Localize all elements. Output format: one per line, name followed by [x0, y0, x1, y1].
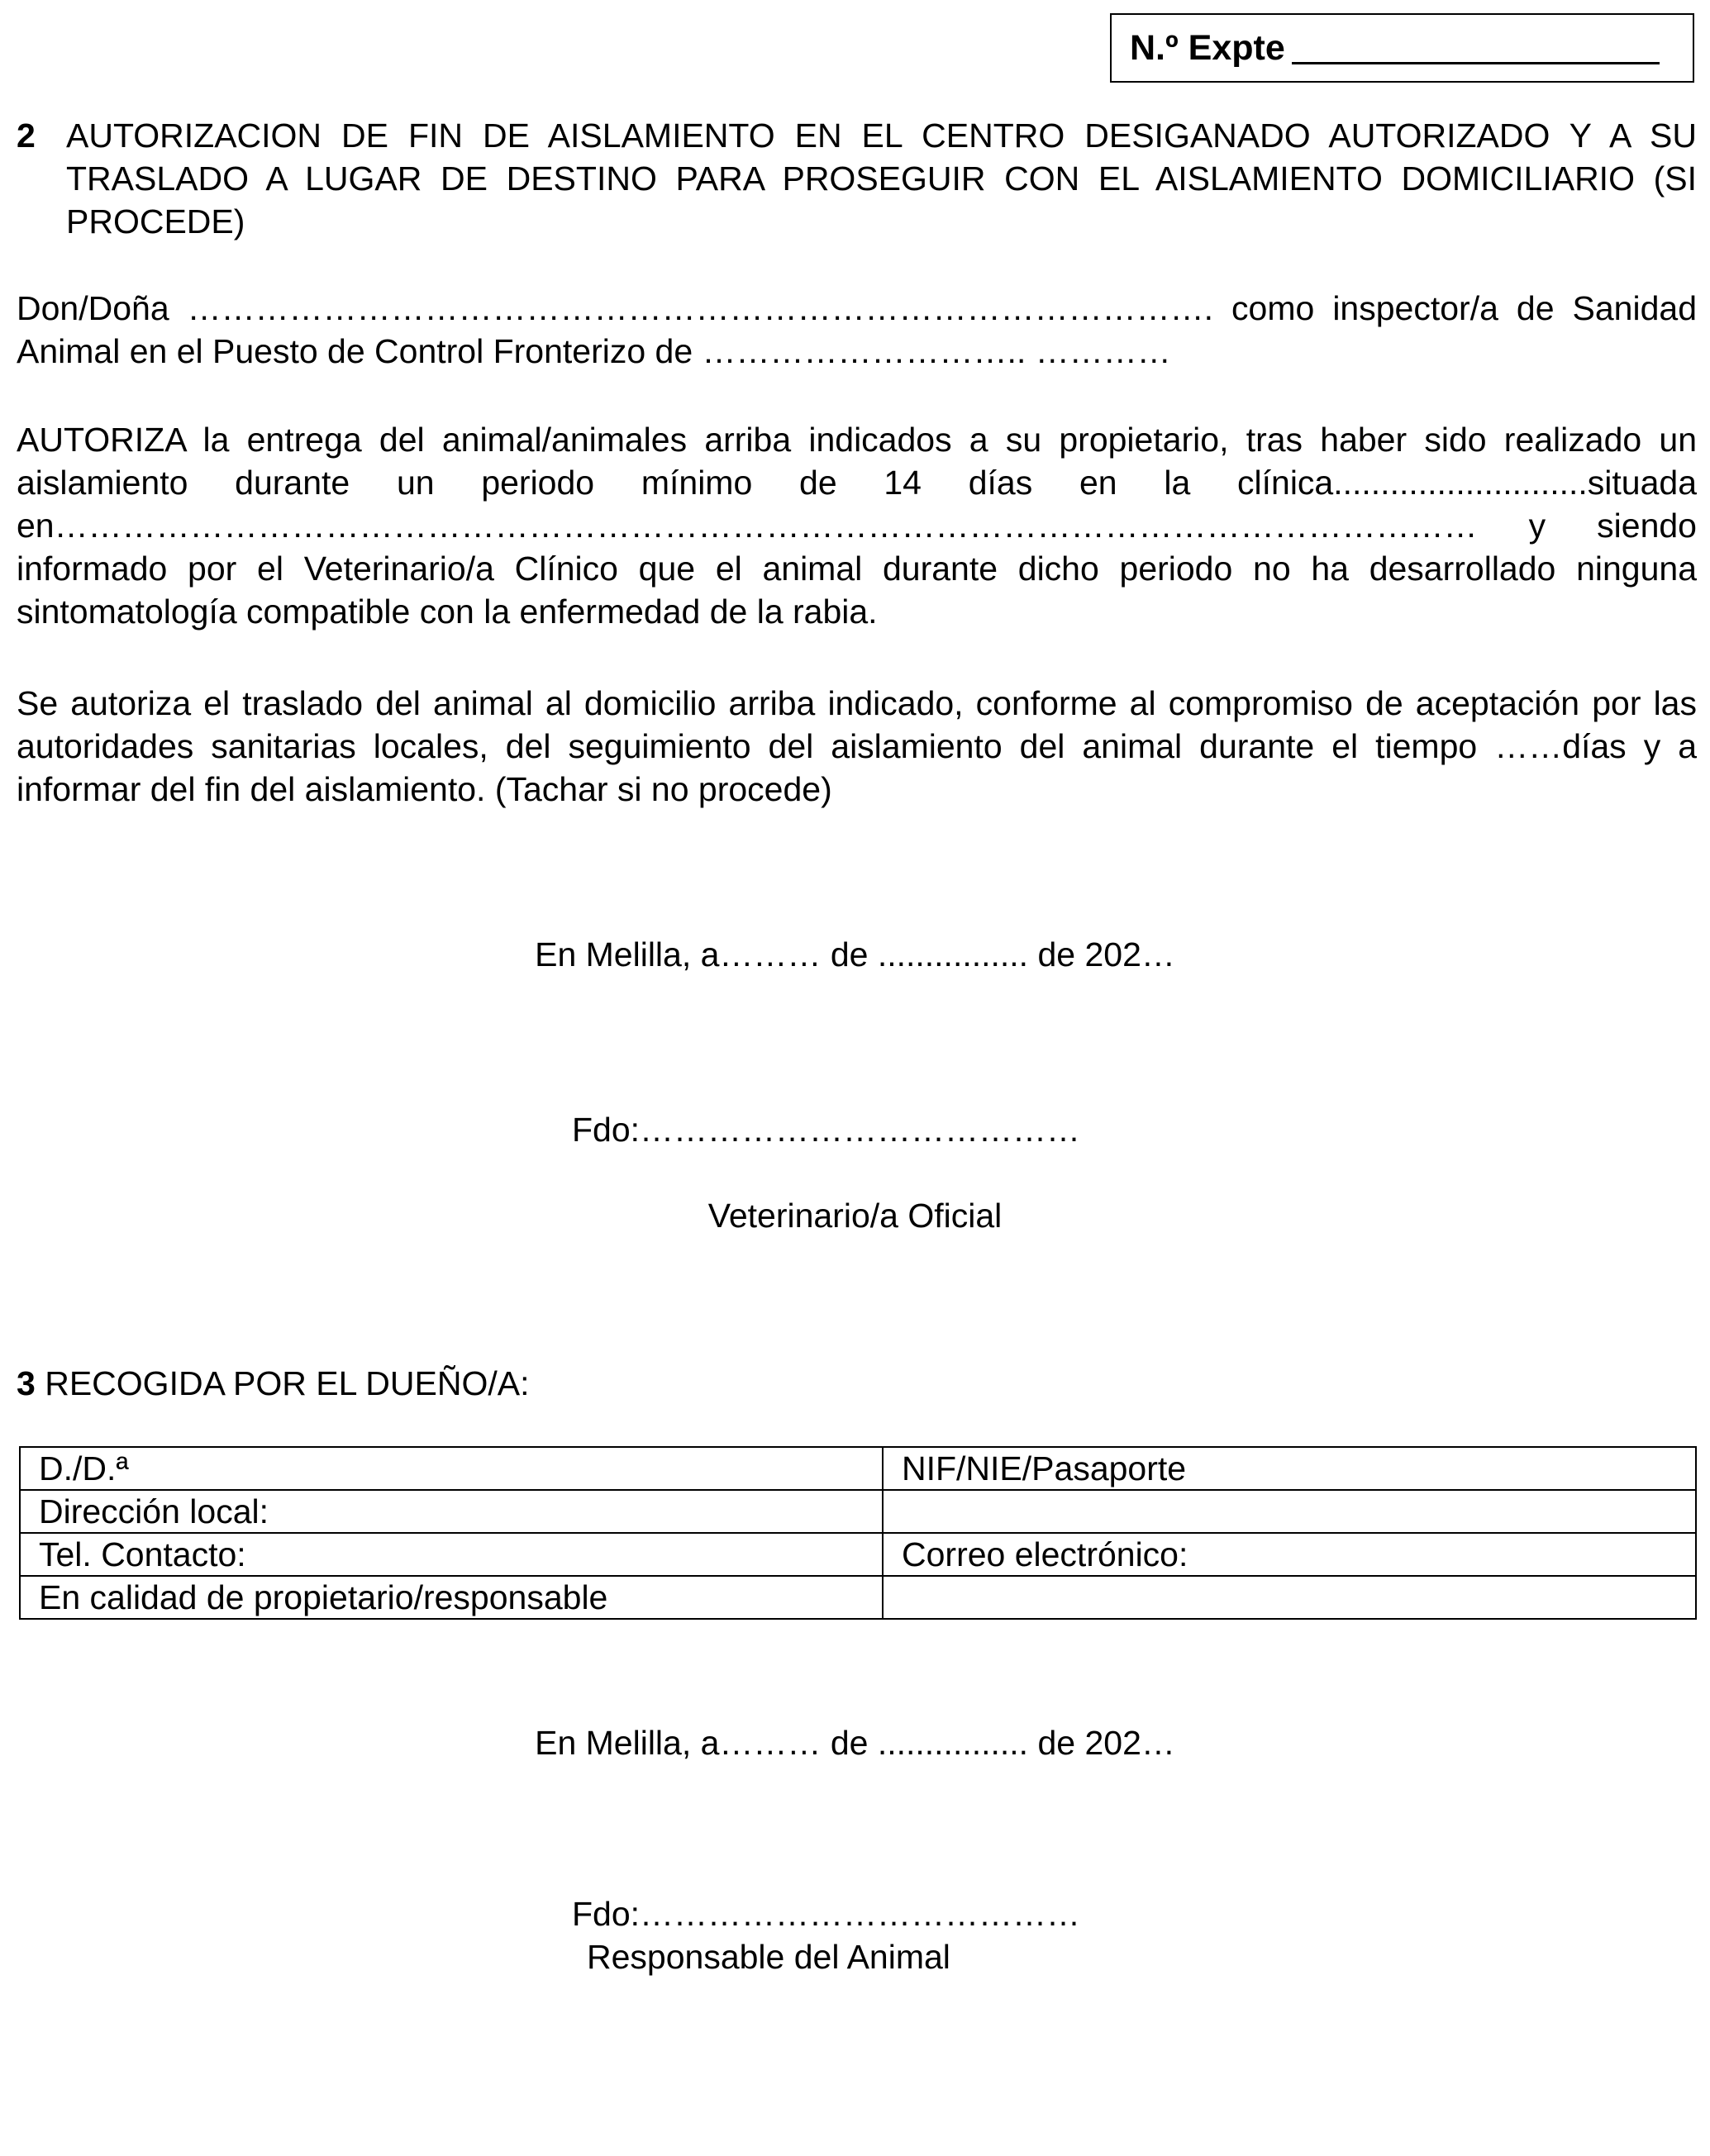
section2-title: AUTORIZACION DE FIN DE AISLAMIENTO EN EL CENTRO DESIGANADO AUTORIZADO Y A SU TRASLADO A LUGAR DE DESTINO PARA PROSEGUIR CON EL AISLAMIENTO DOMICILIARIO (SI PROCEDE): [66, 117, 1697, 240]
owner-phone-field[interactable]: Tel. Contacto:: [20, 1533, 883, 1576]
section3-date-line: En Melilla, a……… de ................ de 202…: [535, 1724, 1175, 1762]
owner-address-extra-field[interactable]: [883, 1490, 1696, 1533]
authorization-paragraph: AUTORIZA la entrega del animal/animales arriba indicados a su propietario, tras haber sido realizado un aislamiento durante un periodo mínimo de 14 días en la clínica...........................situada en……………………………………………………………………………………………………………… y siendo informado por el Veterinario/a Clínico que el animal durante dicho periodo no ha desarrollado ninguna sintomatología compatible con la enfermedad de la rabia.: [17, 421, 1697, 631]
owner-id-field[interactable]: NIF/NIE/Pasaporte: [883, 1447, 1696, 1490]
table-row: [20, 1490, 1696, 1533]
section3-signature-line: Fdo:…………………………………: [572, 1895, 1081, 1933]
owner-name-field[interactable]: D./D.ª: [20, 1447, 883, 1490]
expte-label: N.º Expte: [1130, 28, 1285, 68]
section2-date-line: En Melilla, a……… de ................ de 202…: [535, 935, 1175, 973]
section3-heading: [17, 1362, 530, 1405]
table-row: [20, 1533, 1696, 1576]
owner-capacity-field[interactable]: En calidad de propietario/responsable: [20, 1576, 883, 1619]
table-row: [20, 1447, 1696, 1490]
section2-signer-role: Veterinario/a Oficial: [707, 1197, 1003, 1235]
transfer-paragraph: Se autoriza el traslado del animal al domicilio arriba indicado, conforme al compromiso de aceptación por las autoridades sanitarias locales, del seguimiento del aislamiento del animal durante el tiempo ……días y a informar del fin del aislamiento. (Tachar si no procede): [17, 684, 1697, 808]
expte-blank-line: [1292, 29, 1660, 64]
section3-number: 3: [17, 1364, 36, 1402]
section2-signature-line: Fdo:…………………………………: [572, 1111, 1081, 1149]
expte-box: [1110, 13, 1694, 83]
owner-email-field[interactable]: Correo electrónico:: [883, 1533, 1696, 1576]
owner-capacity-extra-field[interactable]: [883, 1576, 1696, 1619]
section2-number: 2: [17, 117, 36, 155]
inspector-paragraph: Don/Doña ………………………………………………………………………………. como inspector/a de Sanidad Animal en el Puesto de Control Fronterizo de ……………………….. …………: [17, 289, 1697, 370]
section3-title: RECOGIDA POR EL DUEÑO/A:: [45, 1364, 530, 1402]
section3-signer-role: Responsable del Animal: [587, 1938, 950, 1976]
table-row: [20, 1576, 1696, 1619]
owner-address-field[interactable]: Dirección local:: [20, 1490, 883, 1533]
owner-table: [19, 1446, 1697, 1620]
